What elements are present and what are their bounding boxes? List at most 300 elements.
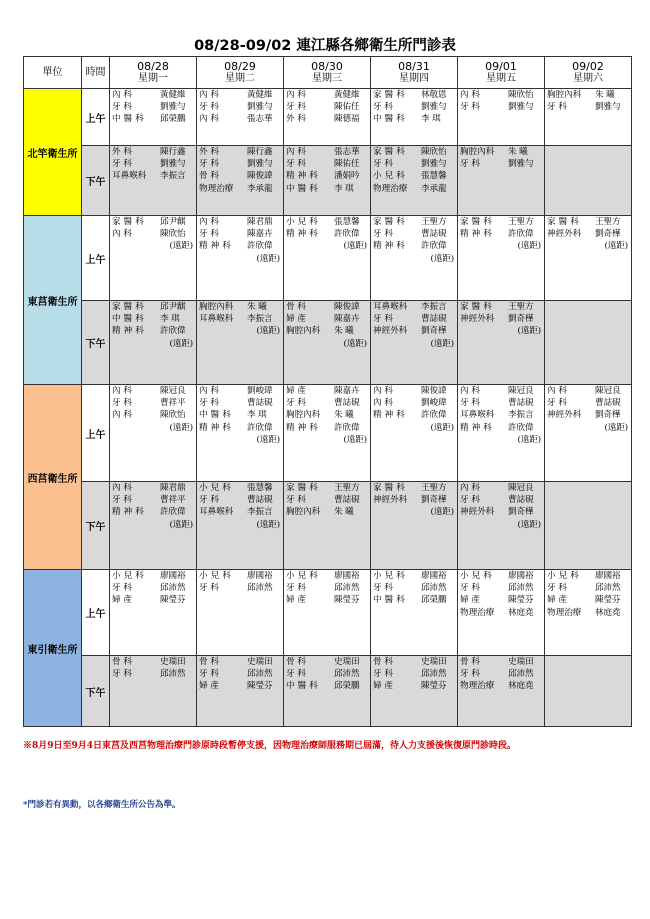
department: 精神科 [199,422,234,433]
doctor: 曹誌硯 [508,495,534,506]
clinic-entry [371,385,457,397]
clinic-entry [197,240,283,252]
department: 牙 科 [199,583,219,594]
department: 內 科 [112,410,132,421]
doctor: 曹誌硯 [247,398,273,409]
clinic-entry [458,385,544,397]
clinic-entry [110,385,196,397]
department: 精神科 [286,422,321,433]
doctor: 陳君鼎 [160,483,186,493]
department: 家醫科 [547,217,582,227]
doctor: 劉奇樺 [508,314,534,325]
department: 精神科 [286,229,321,240]
doctor: 陳欣怡 [421,147,447,157]
doctor: 張慧馨 [247,483,273,493]
clinic-entry [545,397,631,409]
schedule-cell [371,146,458,216]
schedule-cell [545,89,632,146]
doctor: 劉奇樺 [508,507,534,518]
doctor: 許欣偉 [421,241,447,252]
clinic-entry [110,313,196,325]
clinic-entry [371,397,457,409]
department: 內 科 [112,386,132,396]
remote-note: (遠距) [430,253,454,264]
doctor: 朱 曦 [334,507,354,518]
clinic-entry [197,506,283,518]
clinic-entry [371,146,457,158]
clinic-entry [110,216,196,228]
doctor: 陳瑩芬 [421,681,447,692]
schedule-row [24,146,632,216]
department: 耳鼻喉科 [199,314,234,325]
day-date: 08/28 [137,59,169,73]
remote-note: (遠距) [169,422,193,433]
doctor: 林敬恩 [421,90,447,100]
clinic-entry [284,113,370,125]
department: 內 科 [199,386,219,396]
doctor: 許欣偉 [334,422,360,433]
schedule-cell [110,89,197,146]
doctor: 史瑞田 [160,657,186,667]
department: 牙 科 [112,669,132,680]
schedule-cell [110,301,197,385]
doctor: 劉奇樺 [421,495,447,506]
department: 神經外科 [373,495,408,506]
clinic-entry [458,594,544,606]
department: 物理治療 [460,681,495,692]
clinic-entry [197,228,283,240]
clinic-entry [110,668,196,680]
doctor: 李振言 [421,302,447,312]
doctor: 邱沛然 [247,583,273,594]
doctor: 王聖方 [508,302,534,312]
clinic-entry [458,313,544,325]
schedule-cell [197,146,284,216]
remote-note: (遠距) [430,338,454,349]
day-weekday: 星期一 [138,72,168,84]
clinic-entry [110,228,196,240]
period-label: 上午 [82,89,110,146]
department: 小兒科 [286,217,321,227]
doctor: 陳冠良 [508,483,534,493]
schedule-row [24,656,632,727]
doctor: 史瑞田 [508,657,534,667]
department: 家醫科 [373,147,408,157]
department: 內 科 [199,114,219,125]
clinic-entry [458,216,544,228]
clinic-entry [371,594,457,606]
schedule-cell [197,570,284,656]
doctor: 李 琪 [421,114,441,125]
doctor: 劉雅勻 [247,159,273,170]
doctor: 劉雅勻 [508,159,534,170]
period-label: 上午 [82,385,110,482]
doctor: 劉奇樺 [595,410,621,421]
schedule-cell [458,570,545,656]
doctor: 邱尹麒 [160,217,186,227]
clinic-entry [545,216,631,228]
doctor: 曹祥平 [160,398,186,409]
clinic-entry [197,113,283,125]
department: 婦 產 [286,595,306,606]
clinic-entry [110,409,196,421]
doctor: 許欣偉 [421,410,447,421]
schedule-row [24,570,632,656]
schedule-cell [545,146,632,216]
remote-note: (遠距) [169,241,193,252]
department: 牙 科 [199,669,219,680]
doctor: 李承龍 [247,183,273,194]
day-header [545,57,632,89]
clinic-entry [371,183,457,195]
schedule-cell [284,656,371,727]
clinic-entry [458,422,544,434]
schedule-cell [371,570,458,656]
doctor: 王聖方 [421,483,447,493]
schedule-cell [197,656,284,727]
remote-note: (遠距) [256,519,280,530]
department: 耳鼻喉科 [373,302,408,312]
department: 胸腔內科 [286,326,321,337]
department: 骨 科 [373,657,393,667]
remote-note: (遠距) [430,507,454,518]
department: 耳鼻喉科 [199,507,234,518]
clinic-entry [284,385,370,397]
doctor: 李 琪 [334,183,354,194]
schedule-row [24,89,632,146]
doctor: 朱 曦 [508,147,528,157]
department: 神經外科 [460,314,495,325]
doctor: 許欣偉 [508,229,534,240]
clinic-entry [197,301,283,313]
clinic-entry [371,582,457,594]
clinic-entry [458,494,544,506]
remote-note: (遠距) [430,422,454,433]
clinic-entry [197,680,283,692]
department: 家醫科 [373,217,408,227]
department: 內 科 [286,147,306,157]
doctor: 黃健維 [247,90,273,100]
period-label: 下午 [82,301,110,385]
clinic-entry [197,570,283,582]
department: 神經外科 [373,326,408,337]
clinic-entry [284,397,370,409]
department: 物理治療 [373,183,408,194]
doctor: 陳瑩芬 [334,595,360,606]
doctor: 朱 曦 [595,90,615,100]
department: 牙 科 [112,495,132,506]
clinic-entry [197,409,283,421]
period-label: 下午 [82,656,110,727]
clinic-entry [197,397,283,409]
doctor: 李承龍 [421,183,447,194]
department: 精神科 [460,229,495,240]
department: 牙 科 [199,398,219,409]
department: 內 科 [460,483,480,493]
department: 牙 科 [460,495,480,506]
department: 牙 科 [112,398,132,409]
clinic-entry [197,422,283,434]
clinic-entry [284,582,370,594]
department: 牙 科 [460,102,480,113]
doctor: 曹誌硯 [595,398,621,409]
clinic-entry [545,594,631,606]
clinic-entry [371,570,457,582]
department: 胸腔內科 [199,302,234,312]
schedule-row [24,385,632,482]
schedule-cell [371,89,458,146]
doctor: 張慧馨 [334,217,360,227]
clinic-entry [110,146,196,158]
clinic-entry [458,506,544,518]
day-weekday: 星期二 [225,72,255,84]
remote-note: (遠距) [343,434,367,445]
department: 中醫科 [199,410,234,421]
department: 物理治療 [547,607,582,618]
day-header [458,57,545,89]
clinic-entry [458,146,544,158]
schedule-cell [284,89,371,146]
clinic-entry [284,301,370,313]
clinic-entry [371,158,457,170]
department: 內 科 [460,386,480,396]
schedule-cell [545,482,632,570]
clinic-entry [545,101,631,113]
doctor: 李 琪 [160,314,180,325]
day-header [110,57,197,89]
day-weekday: 星期三 [312,72,342,84]
department: 精神科 [199,241,234,252]
department: 神經外科 [547,410,582,421]
doctor: 王聖方 [334,483,360,493]
doctor: 朱 曦 [334,410,354,421]
doctor: 陳欣怡 [160,410,186,421]
department: 胸腔內科 [286,410,321,421]
schedule-cell [197,385,284,482]
department: 牙 科 [547,102,567,113]
department: 牙 科 [460,583,480,594]
department: 外 科 [112,147,132,157]
schedule-cell [110,216,197,301]
clinic-entry [284,146,370,158]
department: 胸腔內科 [286,507,321,518]
department: 耳鼻喉科 [112,171,147,182]
doctor: 邱尹麒 [160,302,186,312]
clinic-entry [284,506,370,518]
doctor: 曹誌硯 [508,398,534,409]
schedule-cell [371,216,458,301]
schedule-cell [284,570,371,656]
doctor: 陳瑩芬 [247,681,273,692]
clinic-entry [110,301,196,313]
clinic-entry [284,494,370,506]
doctor: 邱沛然 [160,583,186,594]
department: 婦 產 [547,595,567,606]
clinic-entry [545,582,631,594]
clinic-entry [458,101,544,113]
department: 家醫科 [373,483,408,493]
doctor: 劉峻瑋 [247,386,273,396]
department: 精神科 [112,507,147,518]
clinic-entry [110,113,196,125]
unit-name: 北竿衛生所 [24,89,82,216]
doctor: 廖國裕 [160,571,186,581]
clinic-entry [371,409,457,421]
clinic-entry [371,240,457,252]
doctor: 陳佑任 [334,159,360,170]
department: 物理治療 [460,607,495,618]
department: 婦 產 [373,681,393,692]
clinic-entry [371,680,457,692]
clinic-entry [284,656,370,668]
clinic-entry [371,216,457,228]
department: 內 科 [112,229,132,240]
doctor: 陳君鼎 [247,217,273,227]
remote-note: (遠距) [169,338,193,349]
department: 中醫科 [373,595,408,606]
department: 牙 科 [286,495,306,506]
doctor: 邱沛然 [595,583,621,594]
doctor: 曹誌硯 [334,398,360,409]
department: 小兒科 [286,571,321,581]
clinic-entry [197,170,283,182]
clinic-entry [284,422,370,434]
department: 物理治療 [199,183,234,194]
clinic-entry [458,301,544,313]
clinic-entry [545,228,631,240]
doctor: 陳欣怡 [508,90,534,100]
department: 牙 科 [373,669,393,680]
clinic-entry [110,325,196,337]
doctor: 張慧馨 [421,171,447,182]
schedule-cell [371,301,458,385]
schedule-cell [197,301,284,385]
clinic-entry [458,228,544,240]
schedule-row [24,216,632,301]
department: 家醫科 [286,483,321,493]
clinic-entry [110,570,196,582]
schedule-cell [545,385,632,482]
doctor: 邱榮鵬 [160,114,186,125]
clinic-entry [458,89,544,101]
clinic-entry [458,482,544,494]
department: 精神科 [373,241,408,252]
doctor: 劉奇樺 [421,326,447,337]
department: 內 科 [373,398,393,409]
department: 牙 科 [373,314,393,325]
doctor: 史瑞田 [334,657,360,667]
doctor: 陳俊諱 [421,386,447,396]
department: 內 科 [112,483,132,493]
department: 內 科 [286,90,306,100]
doctor: 邱沛然 [334,583,360,594]
clinic-entry [110,594,196,606]
department: 牙 科 [112,583,132,594]
clinic-entry [110,656,196,668]
clinic-entry [458,409,544,421]
clinic-entry [197,101,283,113]
clinic-entry [371,313,457,325]
department: 小兒科 [373,571,408,581]
clinic-entry [110,506,196,518]
doctor: 陳俊諱 [247,171,273,182]
clinic-entry [371,113,457,125]
schedule-cell [458,301,545,385]
clinic-entry [458,158,544,170]
department: 骨 科 [112,657,132,667]
doctor: 許欣偉 [160,507,186,518]
clinic-entry [458,668,544,680]
department: 牙 科 [199,229,219,240]
schedule-cell [110,656,197,727]
clinic-entry [197,146,283,158]
doctor: 陳瑩芬 [508,595,534,606]
schedule-cell [458,385,545,482]
clinic-entry [284,183,370,195]
clinic-entry [197,668,283,680]
department: 牙 科 [199,159,219,170]
day-weekday: 星期五 [486,72,516,84]
doctor: 許欣偉 [508,422,534,433]
doctor: 邱榮鵬 [421,595,447,606]
department: 牙 科 [547,398,567,409]
department: 中醫科 [112,314,147,325]
department: 中醫科 [286,681,321,692]
clinic-entry [545,89,631,101]
doctor: 廖國裕 [247,571,273,581]
doctor: 許欣偉 [247,241,273,252]
department: 家醫科 [460,302,495,312]
schedule-row [24,301,632,385]
department: 中醫科 [286,183,321,194]
clinic-entry [284,594,370,606]
clinic-entry [545,409,631,421]
day-weekday: 星期四 [399,72,429,84]
doctor: 廖國裕 [595,571,621,581]
department: 牙 科 [112,102,132,113]
clinic-entry [458,570,544,582]
department: 內 科 [547,386,567,396]
clinic-entry [545,570,631,582]
remote-note: (遠距) [604,422,628,433]
schedule-cell [284,385,371,482]
doctor: 劉奇樺 [595,229,621,240]
day-date: 09/02 [572,59,604,73]
day-date: 08/30 [311,59,343,73]
schedule-cell [284,482,371,570]
clinic-entry [197,656,283,668]
day-header [371,57,458,89]
clinic-entry [371,325,457,337]
department: 小兒科 [112,571,147,581]
doctor: 邱沛然 [334,669,360,680]
department: 小兒科 [547,571,582,581]
clinic-entry [458,397,544,409]
department: 小兒科 [373,171,408,182]
doctor: 劉雅勻 [247,102,273,113]
department: 牙 科 [286,398,306,409]
department: 牙 科 [460,159,480,170]
department: 家醫科 [373,90,408,100]
department: 婦 產 [286,386,306,396]
clinic-entry [458,607,544,619]
remote-note: (遠距) [256,253,280,264]
clinic-entry [284,680,370,692]
department: 牙 科 [460,398,480,409]
period-label: 上午 [82,570,110,656]
department: 耳鼻喉科 [460,410,495,421]
remote-note: (遠距) [256,434,280,445]
